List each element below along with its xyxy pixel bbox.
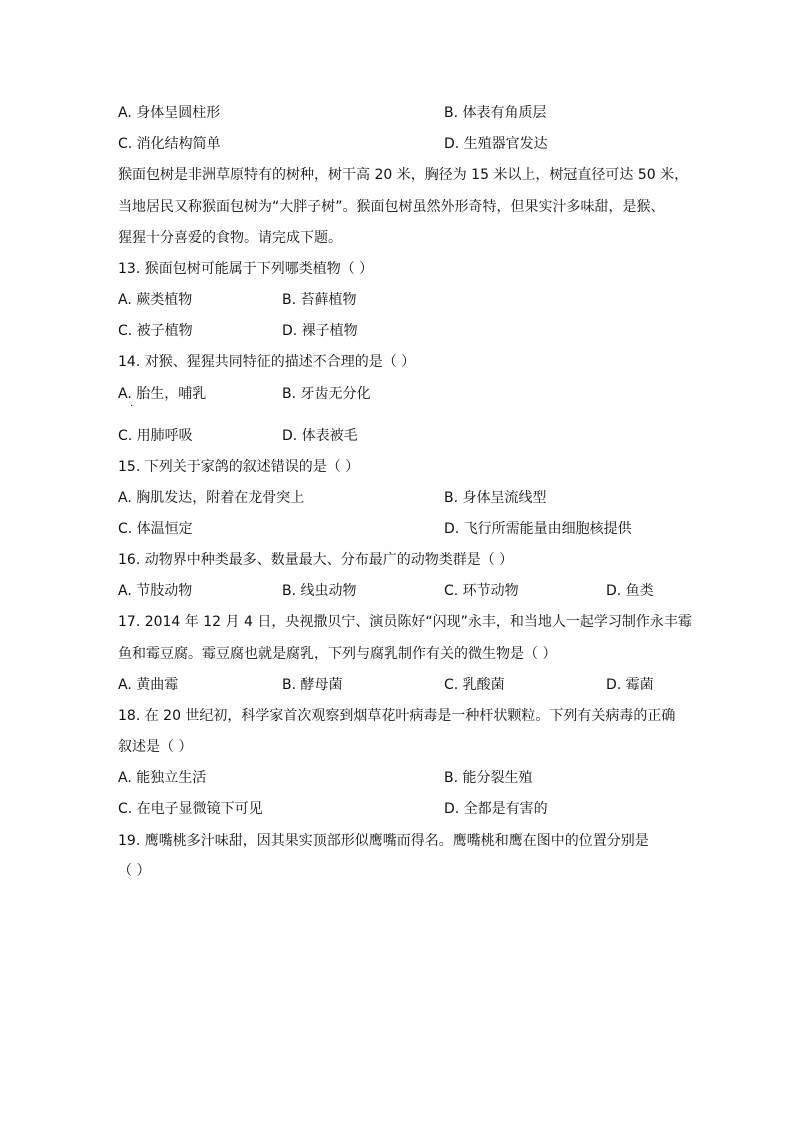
q19-stem-line-2: （ ） <box>118 863 151 879</box>
q18-option-d: D. 全都是有害的 <box>444 801 548 817</box>
q16-stem: 16. 动物界中种类最多、数量最大、分布最广的动物类群是（ ） <box>118 552 514 568</box>
q17-option-d: D. 霉菌 <box>606 677 654 693</box>
q14-option-a: A. 胎生，哺乳 <box>118 386 207 402</box>
q18-stem-line-1: 18. 在 20 世纪初，科学家首次观察到烟草花叶病毒是一种杆状颗粒。下列有关病毒的正确 <box>118 708 676 724</box>
q18-option-a: A. 能独立生活 <box>118 770 207 786</box>
q17-option-a: A. 黄曲霉 <box>118 677 179 693</box>
passage-line-2: 当地居民又称猴面包树为“大胖子树”。猴面包树虽然外形奇特，但果实汁多味甜，是猴、 <box>118 199 665 215</box>
q13-stem: 13. 猴面包树可能属于下列哪类植物（ ） <box>118 261 374 277</box>
q15-stem: 15. 下列关于家鸽的叙述错误的是（ ） <box>118 459 360 475</box>
q16-option-c: C. 环节动物 <box>444 583 519 599</box>
q12-option-c: C. 消化结构简单 <box>118 136 221 152</box>
q15-option-a: A. 胸肌发达，附着在龙骨突上 <box>118 490 305 506</box>
q16-option-d: D. 鱼类 <box>606 583 654 599</box>
q18-option-c: C. 在电子显微镜下可见 <box>118 801 263 817</box>
q17-stem-line-2: 鱼和霉豆腐。霉豆腐也就是腐乳，下列与腐乳制作有关的微生物是（ ） <box>118 646 557 662</box>
q13-option-c: C. 被子植物 <box>118 323 193 339</box>
q15-option-c: C. 体温恒定 <box>118 521 193 537</box>
q18-option-b: B. 能分裂生殖 <box>444 770 533 786</box>
q16-option-b: B. 线虫动物 <box>282 583 357 599</box>
q14-stem: 14. 对猴、猩猩共同特征的描述不合理的是（ ） <box>118 354 416 370</box>
q14-option-b: B. 牙齿无分化 <box>282 386 371 402</box>
q13-option-d: D. 裸子植物 <box>282 323 358 339</box>
q16-option-a: A. 节肢动物 <box>118 583 193 599</box>
q12-option-b: B. 体表有角质层 <box>444 105 547 121</box>
q17-option-b: B. 酵母菌 <box>282 677 343 693</box>
passage-line-3: 猩猩十分喜爱的食物。请完成下题。 <box>118 230 342 246</box>
q17-stem-line-1: 17. 2014 年 12 月 4 日，央视撒贝宁、演员陈好“闪现”永丰，和当地人一起学习制作永丰霉 <box>118 614 692 630</box>
q18-stem-line-2: 叙述是（ ） <box>118 739 193 755</box>
q15-option-b: B. 身体呈流线型 <box>444 490 547 506</box>
q19-stem-line-1: 19. 鹰嘴桃多汁味甜，因其果实顶部形似鹰嘴而得名。鹰嘴桃和鹰在图中的位置分别是 <box>118 833 649 849</box>
q14-option-d: D. 体表被毛 <box>282 428 358 444</box>
q15-option-d: D. 飞行所需能量由细胞核提供 <box>444 521 632 537</box>
q17-option-c: C. 乳酸菌 <box>444 677 505 693</box>
q12-option-a: A. 身体呈圆柱形 <box>118 105 221 121</box>
q13-option-b: B. 苔藓植物 <box>282 292 357 308</box>
passage-line-1: 猴面包树是非洲草原特有的树种，树干高 20 米，胸径为 15 米以上，树冠直径可达 50 米， <box>118 167 689 183</box>
stray-dot-mark: · <box>130 401 134 412</box>
q12-option-d: D. 生殖器官发达 <box>444 136 548 152</box>
q13-option-a: A. 蕨类植物 <box>118 292 193 308</box>
q14-option-c: C. 用肺呼吸 <box>118 428 193 444</box>
